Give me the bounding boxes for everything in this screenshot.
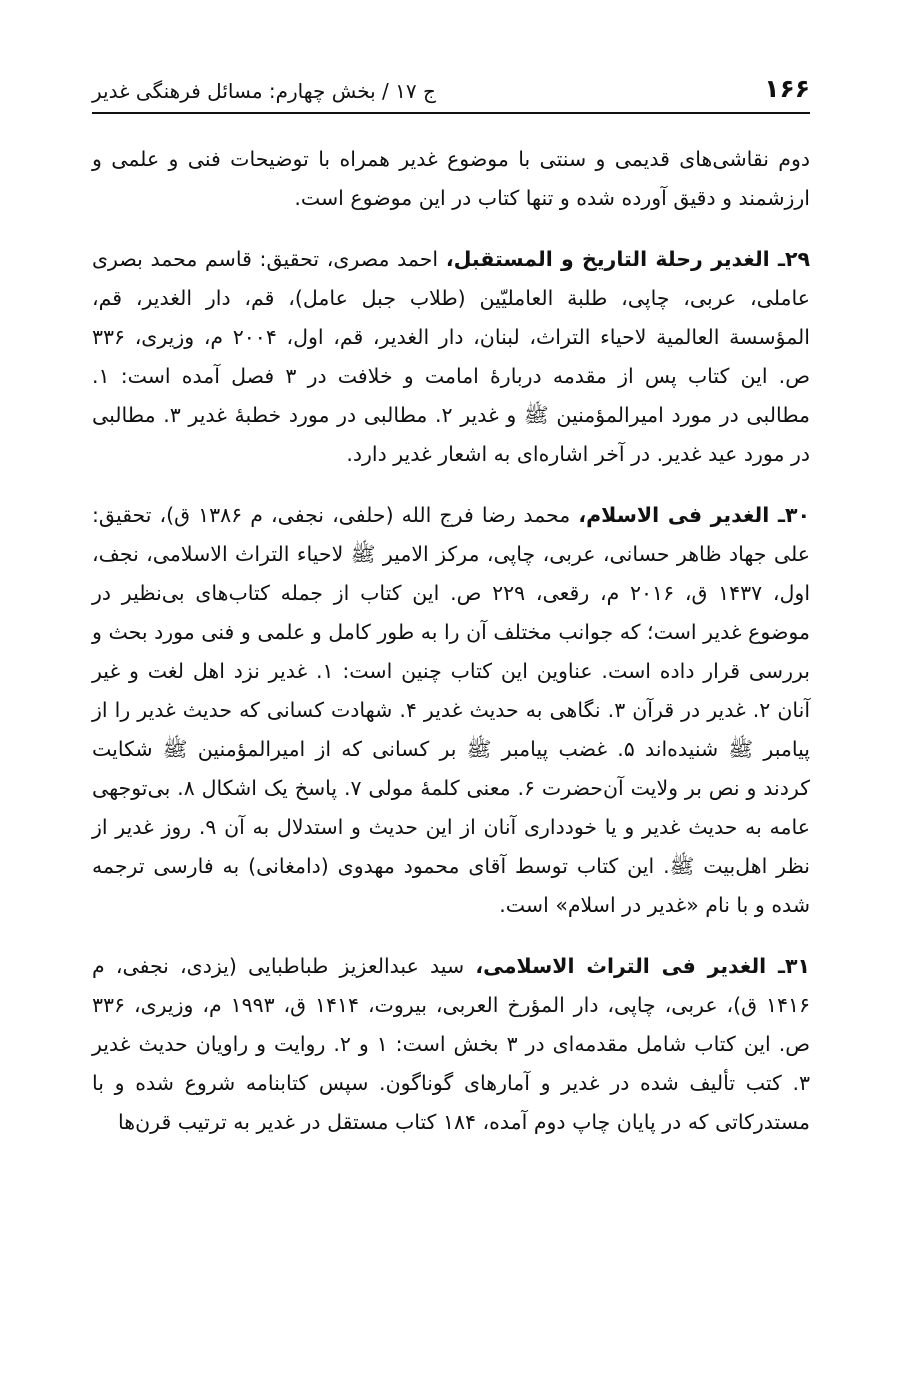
paragraph-continuation	[92, 140, 810, 218]
entry-text: محمد رضا فرج الله (حلفی، نجفی، م ۱۳۸۶ ق)، تحقیق: علی جهاد ظاهر حسانی، عربی، چاپی، مرکز الامیر ﷺ لاحیاء التراث الاسلامی، نجف، اول، ۱۴۳۷ ق، ۲۰۱۶ م، رقعی، ۲۲۹ ص. این کتاب از جمله کتاب‌های بی‌نظیر در موضوع غدیر است؛ که جوانب مختلف آن را به طور کامل و علمی و فنی مورد بحث و بررسی قرار داده است. عناوین این کتاب چنین است: ۱. غدیر نزد اهل لغت و غیر آنان ۲. غدیر در قرآن ۳. نگاهی به حدیث غدیر ۴. شهادت کسانی که حدیث غدیر را از پیامبر ﷺ شنیده‌اند ۵. غضب پیامبر ﷺ بر کسانی که از امیرالمؤمنین ﷺ شکایت کردند و نص بر ولایت آن‌حضرت ۶. معنی کلمهٔ مولی ۷. پاسخ یک اشکال ۸. بی‌توجهی عامه به حدیث غدیر و یا خودداری آنان از این حدیث و استدلال به آن ۹. روز غدیر از نظر اهل‌بیت ﷺ. این کتاب توسط آقای محمود مهدوی (دامغانی) به فارسی ترجمه شده و با نام «غدیر در اسلام» است.	[92, 503, 811, 917]
entry-title: ۲۹ـ الغدیر رحلة التاریخ و المستقبل،	[445, 247, 810, 271]
running-header	[92, 70, 810, 114]
entry-31	[92, 947, 810, 1142]
page-number: ۱۶۶	[764, 74, 810, 103]
entry-text: سید عبدالعزیز طباطبایی (یزدی، نجفی، م ۱۴۱۶ ق)، عربی، چاپی، دار المؤرخ العربی، بیروت، ۱۴۱۴ ق، ۱۹۹۳ م، وزیری، ۳۳۶ ص. این کتاب شامل مقدمه‌ای در ۳ بخش است: ۱ و ۲. روایت و راویان حدیث غدیر ۳. کتب تألیف شده در غدیر و آمارهای گوناگون. سپس کتابنامه شروع شده و با مستدرکاتی که در پایان چاپ دوم آمده، ۱۸۴ کتاب مستقل در غدیر به ترتیب قرن‌ها	[92, 954, 810, 1134]
entry-title: ۳۱ـ الغدیر فی التراث الاسلامی،	[475, 954, 811, 978]
page-body	[92, 140, 810, 1142]
paragraph-text: دوم نقاشی‌های قدیمی و سنتی با موضوع غدیر همراه با توضیحات فنی و علمی و ارزشمند و دقیق آورده شده و تنها کتاب در این موضوع است.	[92, 147, 810, 210]
running-header-title: ج ۱۷ / بخش چهارم: مسائل فرهنگی غدیر	[92, 79, 436, 103]
entry-29	[92, 240, 810, 474]
entry-title: ۳۰ـ الغدیر فی الاسلام،	[578, 503, 810, 527]
entry-text: احمد مصری، تحقیق: قاسم محمد بصری عاملی، عربی، چاپی، طلبة العاملیّین (طلاب جبل عامل)، قم، دار الغدیر، قم، المؤسسة العالمیة لاحیاء التراث، لبنان، دار الغدیر، قم، اول، ۲۰۰۴ م، وزیری، ۳۳۶ ص. این کتاب پس از مقدمه دربارهٔ امامت و خلافت در ۳ فصل آمده است: ۱. مطالبی در مورد امیرالمؤمنین ﷺ و غدیر ۲. مطالبی در مورد خطبهٔ غدیر ۳. مطالبی در مورد عید غدیر. در آخر اشاره‌ای به اشعار غدیر دارد.	[92, 247, 810, 466]
entry-30	[92, 496, 810, 925]
